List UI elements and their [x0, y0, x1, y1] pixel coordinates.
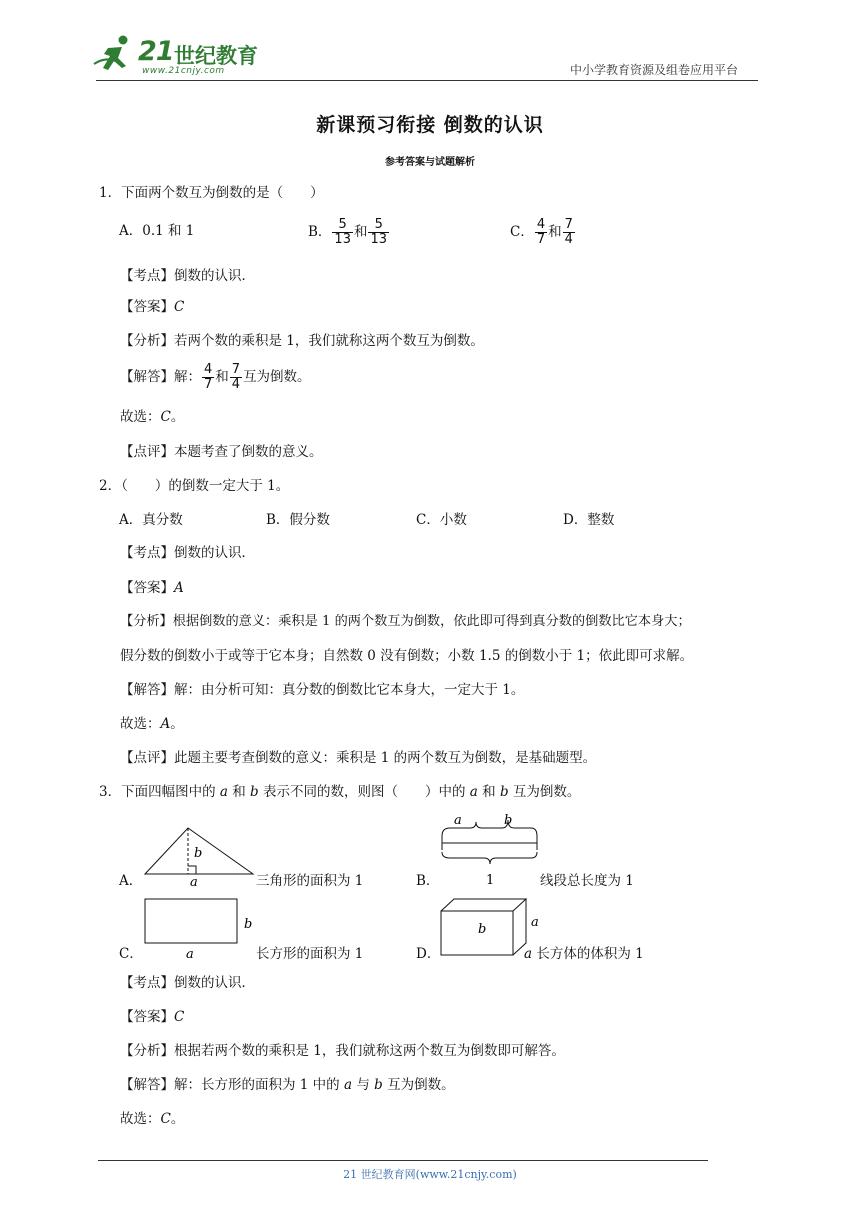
q2-choice: 故选：A。: [120, 716, 184, 732]
figure-label: a: [531, 915, 539, 930]
q1-option-b: B． $\frac{5}{13}$ 和 $\frac{5}{13}$: [308, 217, 388, 247]
q2-option-b: B．假分数: [266, 512, 330, 528]
figure-label: a: [190, 875, 198, 888]
q3-analysis: 【分析】根据若两个数的乘积是 1，我们就称这两个数互为倒数即可解答。: [120, 1043, 565, 1059]
figure-label: b: [504, 813, 513, 828]
footer-rule: [98, 1160, 708, 1161]
q3-figure-a-triangle: [140, 826, 260, 888]
q1-option-c-label: C．: [510, 224, 534, 240]
figure-label: b: [244, 917, 253, 932]
figure-label: b: [478, 922, 487, 937]
page-subtitle: 参考答案与试题解析: [385, 157, 475, 168]
q1-solution: 【解答】解： $\frac{4}{7}$ 和 $\frac{7}{4}$ 互为倒数。: [120, 362, 311, 392]
q2-option-a: A．真分数: [119, 512, 183, 528]
runner-icon: [92, 34, 136, 76]
footer-link[interactable]: 21 世纪教育网(www.21cnjy.com): [343, 1168, 517, 1181]
q1-kaodian: 【考点】倒数的认识．: [120, 268, 255, 284]
q3-option-a-label: A．: [119, 873, 143, 889]
q3-choice: 故选：C。: [120, 1111, 185, 1127]
fraction: $\frac{4}{7}$: [204, 362, 213, 392]
logo-url: www.21cnjy.com: [142, 66, 225, 76]
q2-answer: 【答案】A: [120, 580, 184, 596]
header-platform-text: 中小学教育资源及组卷应用平台: [570, 63, 739, 77]
q3-option-a-desc: 三角形的面积为 1: [256, 873, 364, 889]
q1-option-c: C． $\frac{4}{7}$ 和 $\frac{7}{4}$: [510, 217, 573, 247]
figure-label: a: [454, 813, 462, 828]
fraction: $\frac{7}{4}$: [231, 362, 241, 392]
q3-solution: 【解答】解：长方形的面积为 1 中的 a 与 b 互为倒数。: [120, 1077, 455, 1093]
q1-choice: 故选：C。: [120, 409, 185, 425]
q1-stem: 1．下面两个数互为倒数的是（ ）: [99, 185, 324, 201]
q2-option-d: D．整数: [563, 512, 615, 528]
q1-option-b-label: B．: [308, 224, 332, 240]
logo-text: 世纪教育: [174, 44, 258, 68]
q3-figure-c-rectangle: [140, 896, 260, 962]
fraction: $\frac{7}{4}$: [564, 217, 573, 247]
q3-option-d-desc: a 长方体的体积为 1: [524, 946, 644, 962]
q2-analysis-line1: 【分析】根据倒数的意义：乘积是 1 的两个数互为倒数，依此即可得到真分数的倒数比它本身大；: [120, 614, 691, 629]
header-rule: [96, 80, 758, 81]
q3-answer: 【答案】C: [120, 1009, 185, 1025]
q2-analysis-line2: 假分数的倒数小于或等于它本身；自然数 0 没有倒数；小数 1.5 的倒数小于 1；依此即可求解。: [120, 648, 694, 664]
q2-option-c: C．小数: [416, 512, 467, 528]
figure-label: a: [186, 947, 194, 962]
q3-figure-b-segments: [436, 810, 546, 890]
fraction: $\frac{4}{7}$: [536, 217, 546, 247]
figure-label: a: [524, 946, 533, 962]
q2-stem: 2．（ ）的倒数一定大于 1。: [99, 478, 290, 494]
q1-answer: 【答案】C: [120, 299, 185, 315]
q3-option-c-label: C．: [119, 946, 143, 962]
q3-option-b-desc: 线段总长度为 1: [540, 873, 634, 889]
fraction: $\frac{5}{13}$: [370, 217, 388, 247]
q3-stem: 3．下面四幅图中的 a 和 b 表示不同的数，则图（ ）中的 a 和 b 互为倒数。: [99, 784, 581, 800]
q2-comment: 【点评】此题主要考查倒数的意义：乘积是 1 的两个数互为倒数，是基础题型。: [120, 750, 597, 766]
q1-comment: 【点评】本题考查了倒数的意义。: [120, 444, 323, 460]
figure-label: 1: [486, 873, 495, 888]
figure-label: b: [194, 846, 203, 861]
logo-number: 21: [138, 36, 174, 67]
page-title: 新课预习衔接 倒数的认识: [316, 114, 544, 136]
q1-analysis: 【分析】若两个数的乘积是 1，我们就称这两个数互为倒数。: [120, 333, 484, 349]
q3-option-c-desc: 长方形的面积为 1: [256, 946, 364, 962]
q3-kaodian: 【考点】倒数的认识．: [120, 975, 255, 991]
q2-kaodian: 【考点】倒数的认识．: [120, 545, 255, 561]
fraction: $\frac{5}{13}$: [334, 217, 351, 247]
q3-option-d-label: D．: [416, 946, 441, 962]
logo: [92, 34, 262, 80]
q1-option-a: A．0.1 和 1: [119, 223, 195, 239]
q3-option-b-label: B．: [416, 873, 440, 889]
q2-solution: 【解答】解：由分析可知：真分数的倒数比它本身大，一定大于 1。: [120, 682, 525, 698]
